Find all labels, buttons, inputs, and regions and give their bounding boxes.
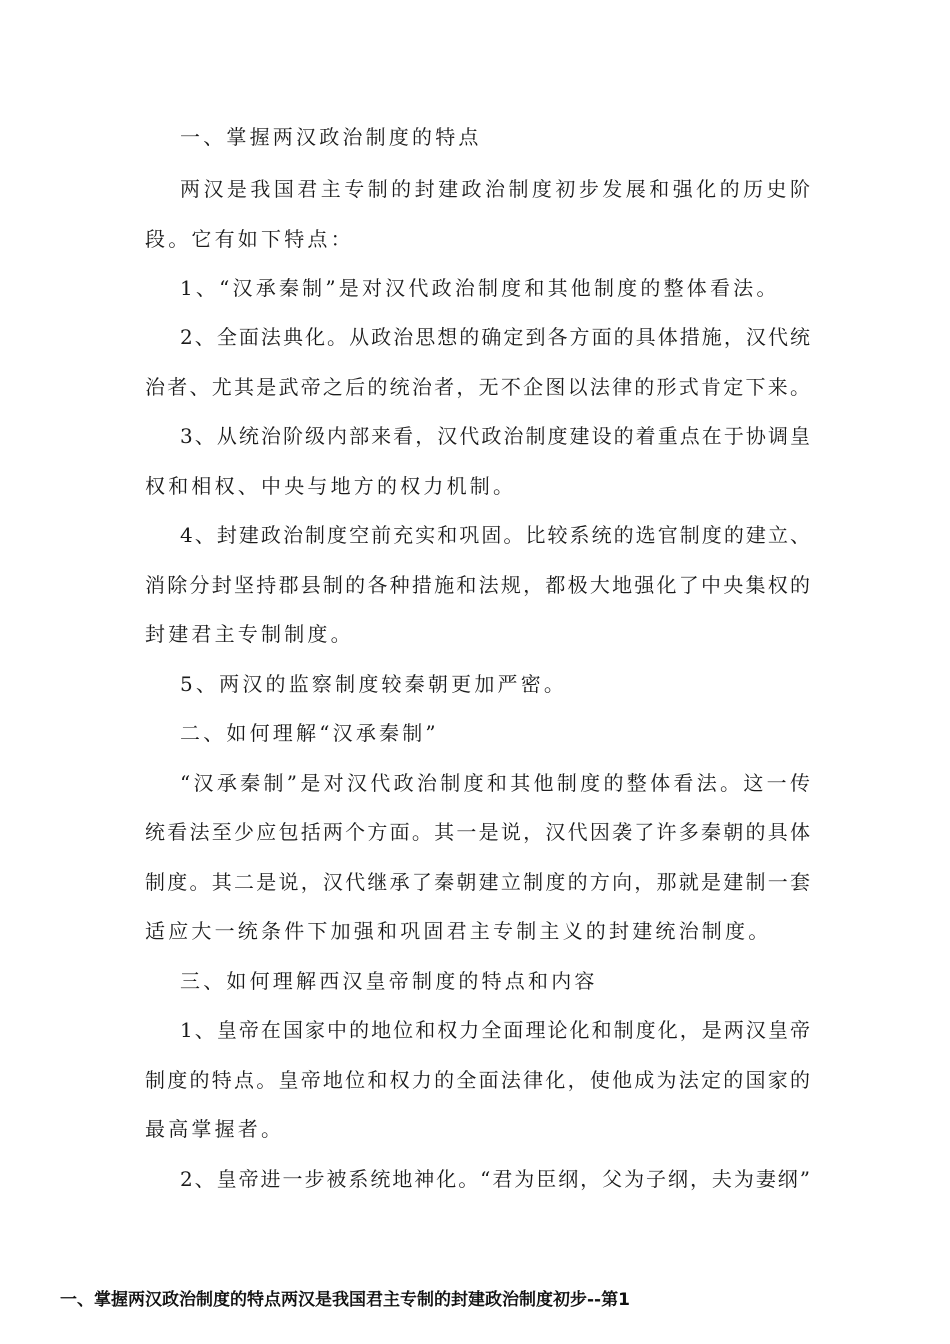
paragraph-line: 2、全面法典化。从政治思想的确定到各方面的具体措施，汉代统 <box>180 325 810 349</box>
paragraph-line: 最高掌握者。 <box>145 1117 285 1141</box>
page-footer: 一、掌握两汉政治制度的特点两汉是我国君主专制的封建政治制度初步--第1 <box>60 1290 630 1310</box>
paragraph-line: 两汉是我国君主专制的封建政治制度初步发展和强化的历史阶 <box>180 177 810 201</box>
paragraph-line: 段。它有如下特点： <box>145 227 354 251</box>
paragraph-line: 治者、尤其是武帝之后的统治者，无不企图以法律的形式肯定下来。 <box>145 375 810 399</box>
paragraph-line: 消除分封坚持郡县制的各种措施和法规，都极大地强化了中央集权的 <box>145 573 810 597</box>
heading-1: 一、掌握两汉政治制度的特点 <box>180 125 482 149</box>
paragraph-line: 封建君主专制制度。 <box>145 622 354 646</box>
heading-3: 三、如何理解西汉皇帝制度的特点和内容 <box>180 969 598 993</box>
paragraph-line: 适应大一统条件下加强和巩固君主专制主义的封建统治制度。 <box>145 919 772 943</box>
paragraph-line: 3、从统治阶级内部来看，汉代政治制度建设的着重点在于协调皇 <box>180 424 810 448</box>
paragraph-line: 统看法至少应包括两个方面。其一是说，汉代因袭了许多秦朝的具体 <box>145 820 810 844</box>
paragraph-line: 4、封建政治制度空前充实和巩固。比较系统的选官制度的建立、 <box>180 523 810 547</box>
paragraph-line: 2、皇帝进一步被系统地神化。“君为臣纲，父为子纲，夫为妻纲” <box>180 1167 810 1191</box>
heading-2: 二、如何理解“汉承秦制” <box>180 721 439 745</box>
paragraph-line: 权和相权、中央与地方的权力机制。 <box>145 474 517 498</box>
paragraph-line: 制度。其二是说，汉代继承了秦朝建立制度的方向，那就是建制一套 <box>145 870 810 894</box>
paragraph-line: 1、皇帝在国家中的地位和权力全面理论化和制度化，是两汉皇帝 <box>180 1018 810 1042</box>
paragraph-line: 1、“汉承秦制”是对汉代政治制度和其他制度的整体看法。 <box>180 276 780 300</box>
paragraph-line: 制度的特点。皇帝地位和权力的全面法律化，使他成为法定的国家的 <box>145 1068 810 1092</box>
paragraph-line: “汉承秦制”是对汉代政治制度和其他制度的整体看法。这一传 <box>180 771 810 795</box>
paragraph-line: 5、两汉的监察制度较秦朝更加严密。 <box>180 672 568 696</box>
